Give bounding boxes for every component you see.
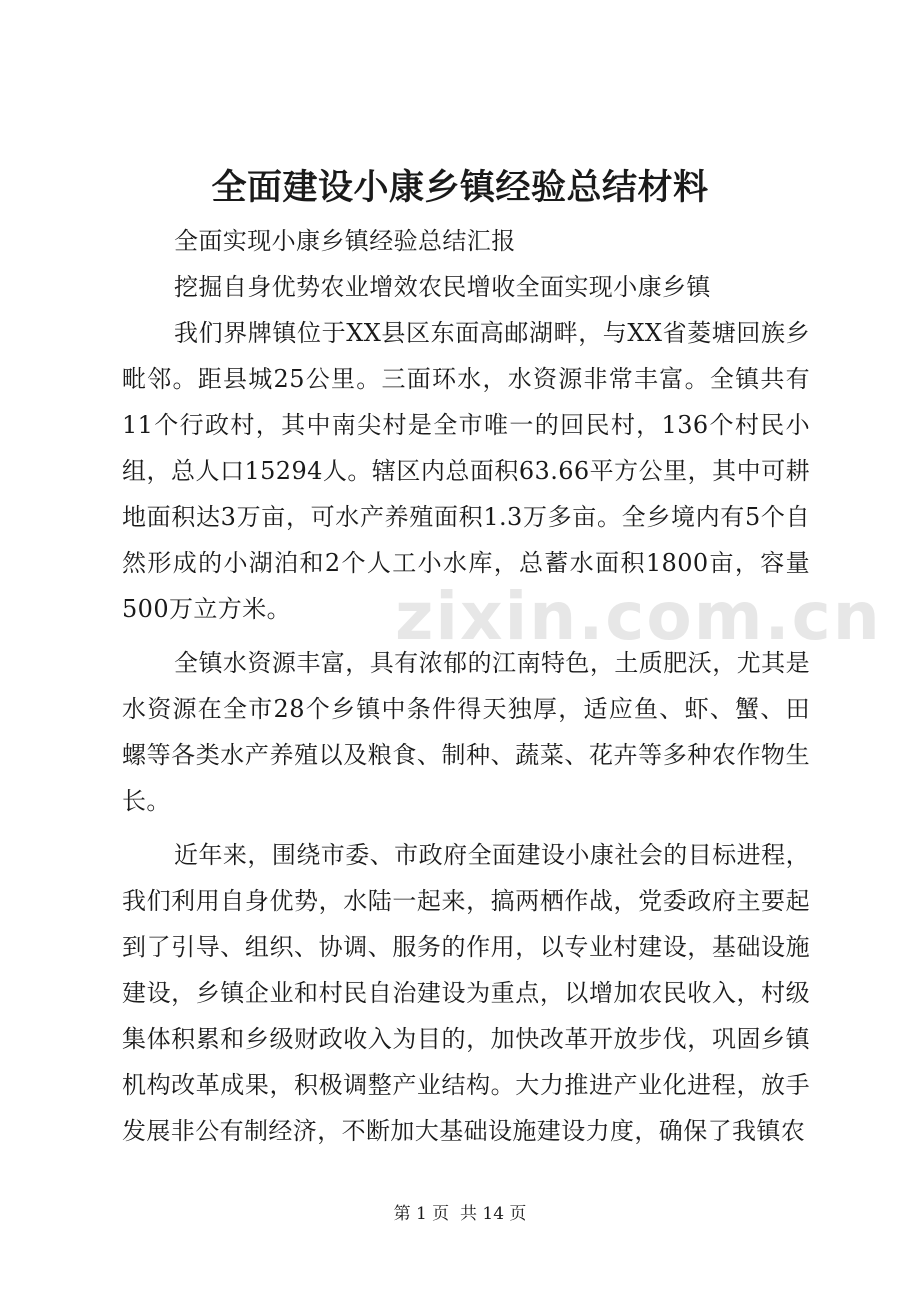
document-body: [122, 218, 810, 1154]
page-footer: [0, 1199, 920, 1224]
paragraph-body-1: 我们界牌镇位于XX县区东面高邮湖畔，与XX省菱塘回族乡毗邻。距县城25公里。三面环水，水资源非常丰富。全镇共有11个行政村，其中南尖村是全市唯一的回民村，136个村民小组，总人口15294人。辖区内总面积63.66平方公里，其中可耕地面积达3万亩，可水产养殖面积1.3万多亩。全乡境内有5个自然形成的小湖泊和2个人工小水库，总蓄水面积1800亩，容量500万立方米。: [122, 319, 810, 623]
paragraph-body-3: 近年来，围绕市委、市政府全面建设小康社会的目标进程，我们利用自身优势，水陆一起来，搞两栖作战，党委政府主要起到了引导、组织、协调、服务的作用，以专业村建设，基础设施建设，乡镇企业和村民自治建设为重点，以增加农民收入，村级集体积累和乡级财政收入为目的，加快改革开放步伐，巩固乡镇机构改革成果，积极调整产业结构。大力推进产业化进程，放手发展非公有制经济，不断加大基础设施建设力度，确保了我镇农: [122, 841, 810, 1145]
paragraph-subtitle-2: 挖掘自身优势农业增效农民增收全面实现小康乡镇: [174, 273, 711, 301]
watermark: zixin.com.cn: [395, 578, 882, 655]
page-number: 第 1 页 共 14 页: [393, 1204, 527, 1224]
paragraph-body-2: 全镇水资源丰富，具有浓郁的江南特色，土质肥沃，尤其是水资源在全市28个乡镇中条件得天独厚，适应鱼、虾、蟹、田螺等各类水产养殖以及粮食、制种、蔬菜、花卉等多种农作物生长。: [122, 649, 810, 815]
paragraph-subtitle-1: 全面实现小康乡镇经验总结汇报: [174, 227, 516, 255]
document-title: 全面建设小康乡镇经验总结材料: [211, 167, 709, 208]
